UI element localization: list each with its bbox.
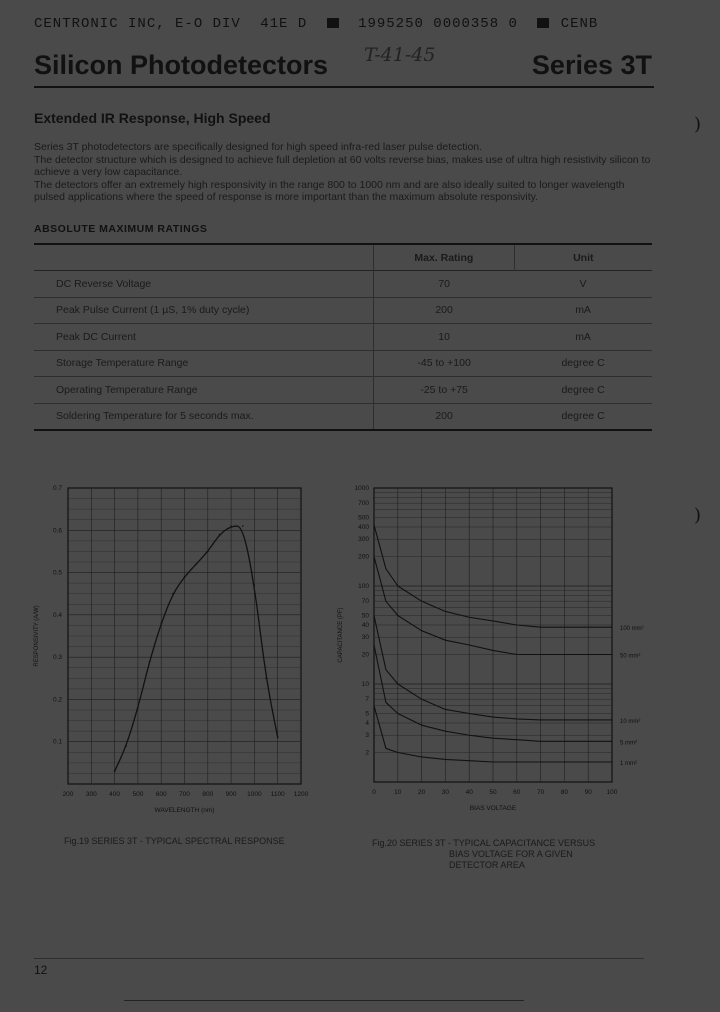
y-tick-label: 0.6	[52, 527, 62, 535]
x-axis-label: BIAS VOLTAGE	[469, 805, 517, 812]
y-tick-label: 0.4	[52, 611, 62, 619]
table-row	[34, 324, 652, 351]
x-tick-label: 500	[132, 791, 144, 798]
y-tick-label: 0.3	[52, 654, 62, 662]
param-cell: Soldering Temperature for 5 seconds max.	[56, 410, 254, 423]
y-tick-label: 30	[361, 634, 369, 642]
fig20-caption	[372, 838, 595, 871]
responsivity-curve	[115, 526, 278, 771]
capacitance-chart	[332, 478, 662, 823]
x-axis-label: WAVELENGTH (nm)	[154, 807, 215, 814]
title-rule	[34, 86, 654, 88]
data-point	[254, 584, 256, 586]
y-tick-label: 4	[365, 719, 369, 727]
data-point	[277, 737, 279, 739]
data-point	[219, 534, 221, 536]
unit-cell: degree C	[561, 410, 605, 423]
x-tick-label: 10	[394, 789, 402, 796]
y-tick-label: 0.5	[52, 569, 62, 577]
unit-cell: mA	[575, 330, 591, 343]
data-point	[265, 677, 267, 679]
series-label: 50 mm²	[620, 653, 641, 660]
ratings-heading: ABSOLUTE MAXIMUM RATINGS	[34, 223, 208, 235]
unit-cell: mA	[575, 304, 591, 317]
y-tick-label: 500	[358, 514, 369, 522]
x-tick-label: 400	[109, 791, 121, 798]
table-row	[34, 271, 652, 298]
page-title: Silicon Photodetectors	[34, 50, 329, 80]
margin-mark: )	[694, 505, 702, 526]
intro-paragraph: Series 3T photodetectors are specifically designed for high speed infra-red laser pulse detection.	[34, 141, 483, 153]
param-cell: Storage Temperature Range	[56, 357, 189, 370]
x-tick-label: 30	[441, 789, 450, 796]
y-tick-label: 0.2	[52, 696, 62, 704]
bottom-scan-line	[124, 1000, 524, 1001]
document-header-line	[34, 16, 608, 32]
y-tick-label: 1000	[354, 485, 369, 492]
param-cell: Peak DC Current	[56, 330, 136, 343]
x-tick-label: 70	[536, 789, 545, 796]
x-tick-label: 50	[489, 789, 497, 796]
data-point	[172, 593, 174, 595]
x-tick-label: 60	[513, 789, 521, 796]
table-header-row	[34, 244, 652, 271]
header-block-mark-2	[537, 18, 549, 28]
table-row	[34, 297, 652, 324]
x-tick-label: 200	[62, 791, 74, 798]
footer-rule	[34, 958, 644, 959]
x-tick-label: 40	[465, 789, 473, 796]
value-cell: 10	[374, 324, 515, 351]
data-point	[160, 623, 162, 625]
unit-cell: V	[579, 277, 587, 290]
value-cell: 200	[374, 297, 515, 324]
fig20-caption-line: BIAS VOLTAGE FOR A GIVEN	[449, 849, 573, 859]
x-tick-label: 700	[179, 791, 190, 798]
value-cell: 200	[374, 403, 515, 430]
series-title: Series 3T	[531, 50, 652, 80]
x-tick-label: 900	[225, 791, 237, 798]
spectral-response-chart	[28, 478, 318, 820]
y-tick-label: 400	[358, 523, 369, 531]
x-tick-label: 80	[560, 789, 569, 796]
y-tick-label: 700	[358, 500, 369, 508]
x-tick-label: 0	[372, 789, 376, 796]
x-tick-label: 800	[202, 791, 214, 798]
intro-text	[34, 141, 658, 204]
y-tick-label: 40	[361, 621, 369, 629]
y-tick-label: 2	[365, 749, 369, 757]
data-point	[137, 707, 139, 709]
data-point	[230, 525, 232, 527]
page-number: 12	[34, 963, 48, 977]
y-tick-label: 3	[365, 732, 369, 740]
intro-paragraph: The detector structure which is designed to achieve full depletion at 60 volts reverse bias, makes use of ultra high resistivity silicon to achieve a very low capacitance.	[34, 153, 651, 178]
table-header-param	[34, 244, 374, 271]
param-cell: Operating Temperature Range	[56, 383, 198, 396]
x-tick-label: 600	[155, 791, 167, 798]
x-tick-label: 100	[606, 789, 618, 796]
series-label: 100 mm²	[620, 626, 644, 633]
intro-paragraph: The detectors offer an extremely high responsivity in the range 800 to 1000 nm and are also ideally suited to longer wavelength pulsed applications where the speed of response is more important than the maximum absolute responsivity.	[34, 178, 625, 203]
series-label: 5 mm²	[620, 740, 637, 747]
value-cell: 70	[374, 271, 515, 298]
y-tick-label: 7	[365, 696, 369, 704]
header-code: 41E D	[260, 16, 308, 32]
x-tick-label: 1200	[293, 791, 309, 798]
data-point	[207, 551, 209, 553]
y-tick-label: 50	[361, 612, 369, 620]
y-tick-label: 300	[358, 536, 369, 544]
table-header-max-rating: Max. Rating	[374, 244, 515, 271]
data-point	[195, 563, 197, 565]
y-axis-label: CAPACITANCE (PF)	[338, 607, 344, 663]
value-cell: -25 to +75	[374, 377, 515, 404]
param-cell: DC Reverse Voltage	[56, 277, 152, 290]
y-tick-label: 0.1	[52, 738, 62, 746]
fig20-caption-line: DETECTOR AREA	[449, 860, 525, 870]
data-point	[125, 745, 127, 747]
y-tick-label: 0.7	[52, 485, 62, 492]
y-tick-label: 70	[361, 598, 369, 606]
param-cell: Peak Pulse Current (1 µS, 1% duty cycle)	[56, 304, 250, 317]
data-point	[242, 525, 244, 527]
data-point	[149, 661, 151, 663]
y-tick-label: 200	[358, 553, 369, 561]
header-block-mark	[327, 18, 339, 28]
y-axis-label: RESPONSIVITY (A/W)	[34, 605, 40, 667]
data-point	[114, 771, 116, 773]
fig20-caption-line: Fig.20 SERIES 3T - TYPICAL CAPACITANCE VERSUS	[372, 838, 596, 848]
series-label: 1 mm²	[620, 760, 637, 767]
doc-number: 1995250 0000358 0	[358, 16, 518, 32]
x-tick-label: 20	[417, 789, 426, 796]
section-subtitle: Extended IR Response, High Speed	[34, 110, 271, 126]
x-tick-label: 300	[85, 791, 97, 798]
y-tick-label: 20	[361, 651, 369, 659]
table-row	[34, 377, 652, 404]
table-header-unit: Unit	[514, 244, 652, 271]
fig19-caption: Fig.19 SERIES 3T - TYPICAL SPECTRAL RESPONSE	[64, 836, 285, 846]
y-tick-label: 100	[358, 583, 369, 590]
company-name: CENTRONIC INC, E-O DIV	[34, 16, 241, 32]
y-tick-label: 5	[365, 710, 369, 718]
y-tick-label: 10	[361, 681, 369, 688]
unit-cell: degree C	[561, 357, 605, 370]
handwritten-note: T-41-45	[364, 44, 436, 66]
x-tick-label: 1100	[270, 791, 285, 798]
table-row	[34, 403, 652, 430]
series-label: 10 mm²	[620, 718, 641, 725]
unit-cell: degree C	[561, 383, 605, 396]
x-tick-label: 90	[584, 789, 592, 796]
margin-mark: )	[694, 114, 702, 135]
x-tick-label: 1000	[247, 791, 262, 798]
value-cell: -45 to +100	[374, 350, 515, 377]
ratings-table	[34, 243, 652, 431]
header-suffix: CENB	[560, 16, 599, 32]
data-point	[184, 576, 186, 578]
table-row	[34, 350, 652, 377]
